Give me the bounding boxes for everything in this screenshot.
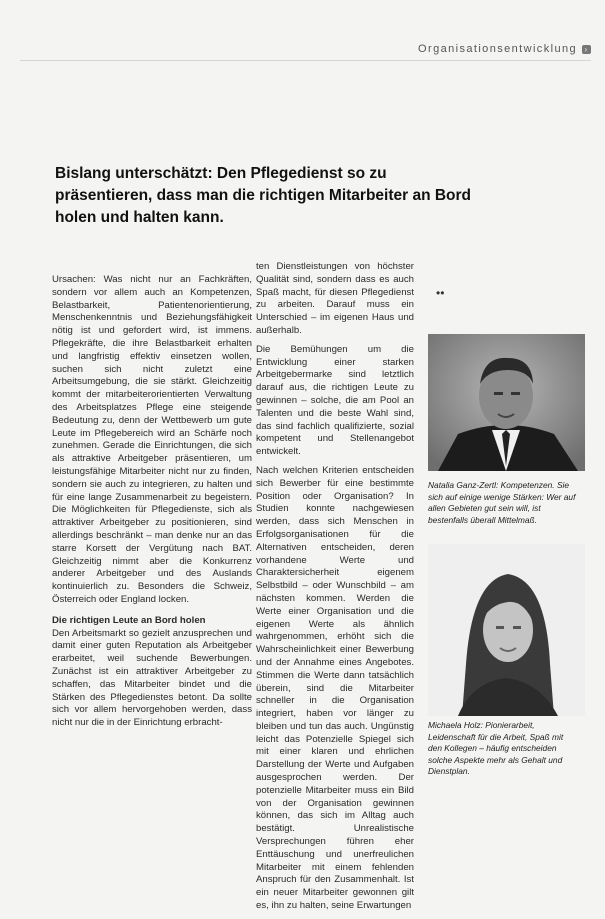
- body-paragraph: Nach welchen Kriterien entscheiden sich Bewerber für eine bestimmte Position oder Organisation? In Studien konnte nachgewiesen werden, dass sich Menschen in Erfolgsorganisationen für die Alternativen entscheiden, deren vorhandene Werte und Charaktersicherheit eigenem Selbstbild – oder Wunschbild – am nächsten kommen. Werden die Werte einer Organisation und die eigenen Werte als ähnlich wahrgenommen, erhöht sich die Wahrscheinlichkeit einer Bewerbung und der Annahme eines Angebotes. Stimmen die Werte dann tatsächlich überein, sind die Mitarbeiter schneller in die Organisation integriert, haben vor länger zu bleiben und tun das auch. Ungünstig leicht das Potenzielle Spiegel sich mit einer klaren und ehrlichen Darstellung der Werte und Aufgaben ausgesprochen werden. Der potenzielle Mitarbeiter muss ein Bild von der Organisation gewinnen können, das sich im Alltag auch bestätigt. Unrealistische Versprechungen führen eher Enttäuschung und unerfreulichen Mitarbeiter mit einem fehlenden Anspruch für den Zusammenhalt. Ist ein neuer Mitarbeiter gewonnen gilt es, ihn zu halten, seine Erwartungen: [256, 464, 414, 912]
- section-label-text: Organisationsentwicklung: [418, 43, 577, 55]
- photo-caption: Michaela Holz: Pionierarbeit, Leidenschaft für die Arbeit, Spaß mit den Kollegen – häufig entscheiden solche Aspekte mehr als Gehalt und Dienstplan.: [428, 720, 564, 776]
- portrait-photo-man: [428, 334, 585, 471]
- arrow-icon: ›: [582, 45, 591, 54]
- portrait-photo-woman: [428, 544, 585, 716]
- subheading: Die richtigen Leute an Bord holen: [52, 614, 206, 626]
- header-rule: [20, 60, 591, 61]
- text-column-2: [256, 261, 414, 919]
- body-paragraph: ten Dienstleistungen von höchster Qualität sind, sondern dass es auch Spaß macht, für diesen Pflegedienst zu arbeiten. Darauf muss ein Unterschied – im eigenen Haus und außerhalb.: [256, 261, 414, 336]
- body-paragraph: Ursachen: Was nicht nur an Fachkräften, sondern vor allem auch an Kompetenzen, Belastbarkeit, Patientenorientierung, Menschenkenntnis und Beziehungsfähigkeit nötig ist und gefordert wird, ist immens. Pflegekräfte, die ihre Belastbarkeit erhalten und langfristig effektiv einsetzen wollen, suchen sich nicht zuletzt eine Arbeitsumgebung, die sie stärkt. Gleichzeitig kommt der mitarbeiterorientierten Verwaltung des Arbeitsplatzes Pflege eine steigende Bedeutung zu, denn der Wettbewerb um gute Leute im Pflegebereich wird an Schärfe noch zunehmen. Gerade die Einrichtungen, die sich als attraktive Arbeitgeber präsentieren, um leistungsfähige Mitarbeiter nicht nur zu finden, sondern sie auch zu integrieren, zu halten und für eine lange Zusammenarbeit zu begeistern. Die Möglichkeiten für Pflegedienste, sich als attraktiver Arbeitgeber zu positionieren, sind allerdings beschränkt – man denke nur an das starre Korsett der Vergütung nach BAT. Gleichzeitig nimmt aber die Konkurrenz anderer Arbeitgeber und des Auslands kontinuierlich zu. Besonders die Schweiz, Österreich oder England locken.: [52, 274, 252, 605]
- body-paragraph: Den Arbeitsmarkt so gezielt anzusprechen und damit einer guten Reputation als Arbeitgeber erarbeitet, weil suchende Bewerbungen. Zunächst ist ein attraktiver Arbeitgeber zu schaffen, das Mitarbeiter bindet und die Stärken des Pflegedienstes betont. Da sollte sich vor allem hervorgehoben werden, dass nicht nur die in der Einrichtung erbracht-: [52, 627, 252, 729]
- photo-caption: Natalia Ganz-Zertl: Kompetenzen. Sie sich auf einige wenige Stärken: Wer auf allen Gebieten gut sein will, ist bestenfalls überall Mittelmaß.: [428, 480, 576, 525]
- body-paragraph: Die Bemühungen um die Entwicklung einer starken Arbeitgebermarke sind letztlich darauf aus, die richtigen Leute zu gewinnen – solche, die am Pool an Talenten und die beste Wahl sind, das sind fachlich qualifizierte, sozial kompetent und Stellenangebot entwickelt.: [256, 343, 414, 458]
- headline: Bislang unterschätzt: Den Pflegedienst so zu präsentieren, dass man die richtigen Mitarbeiter an Bord holen und halten kann.: [55, 165, 472, 226]
- section-label: [418, 43, 591, 55]
- decorative-dots: ••: [436, 286, 445, 300]
- text-column-1: [52, 274, 252, 736]
